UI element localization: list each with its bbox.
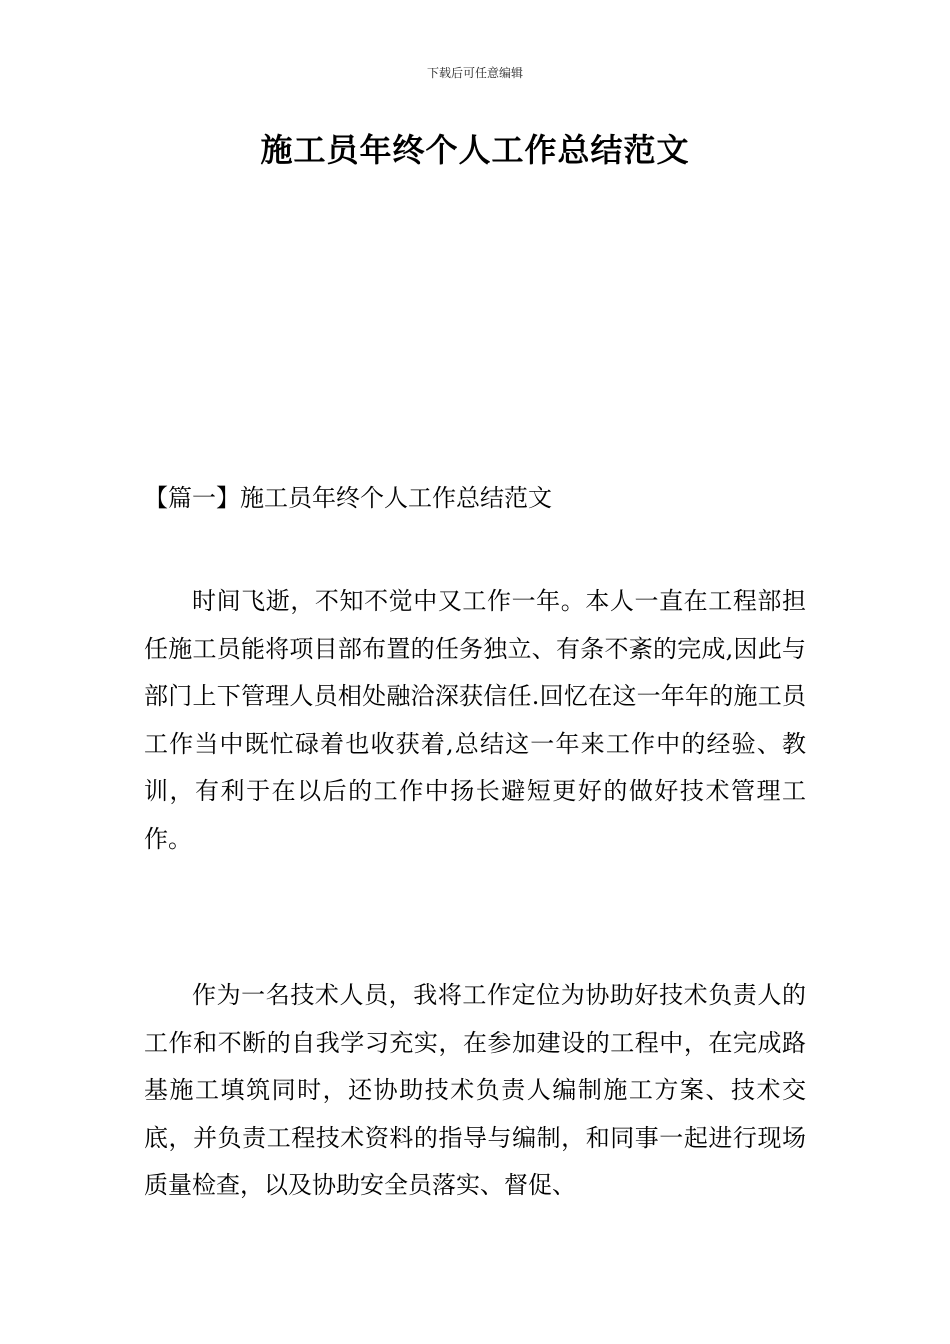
header-note: 下载后可任意编辑 — [426, 66, 523, 80]
document-title: 施工员年终个人工作总结范文 — [260, 131, 690, 169]
body-paragraph-1: 时间飞逝，不知不觉中又工作一年。本人一直在工程部担任施工员能将项目部布置的任务独立、有条不紊的完成,因此与部门上下管理人员相处融洽深获信任.回忆在这一年年的施工员工作当中既忙碌着也收获着,总结这一年来工作中的经验、教训，有利于在以后的工作中扬长避短更好的做好技术管理工作。 — [144, 587, 806, 853]
body-paragraph-2: 作为一名技术人员，我将工作定位为协助好技术负责人的工作和不断的自我学习充实，在参加建设的工程中，在完成路基施工填筑同时，还协助技术负责人编制施工方案、技术交底，并负责工程技术资料的指导与编制，和同事一起进行现场质量检查，以及协助安全员落实、督促、 — [144, 981, 806, 1199]
section-heading: 【篇一】施工员年终个人工作总结范文 — [144, 484, 552, 512]
